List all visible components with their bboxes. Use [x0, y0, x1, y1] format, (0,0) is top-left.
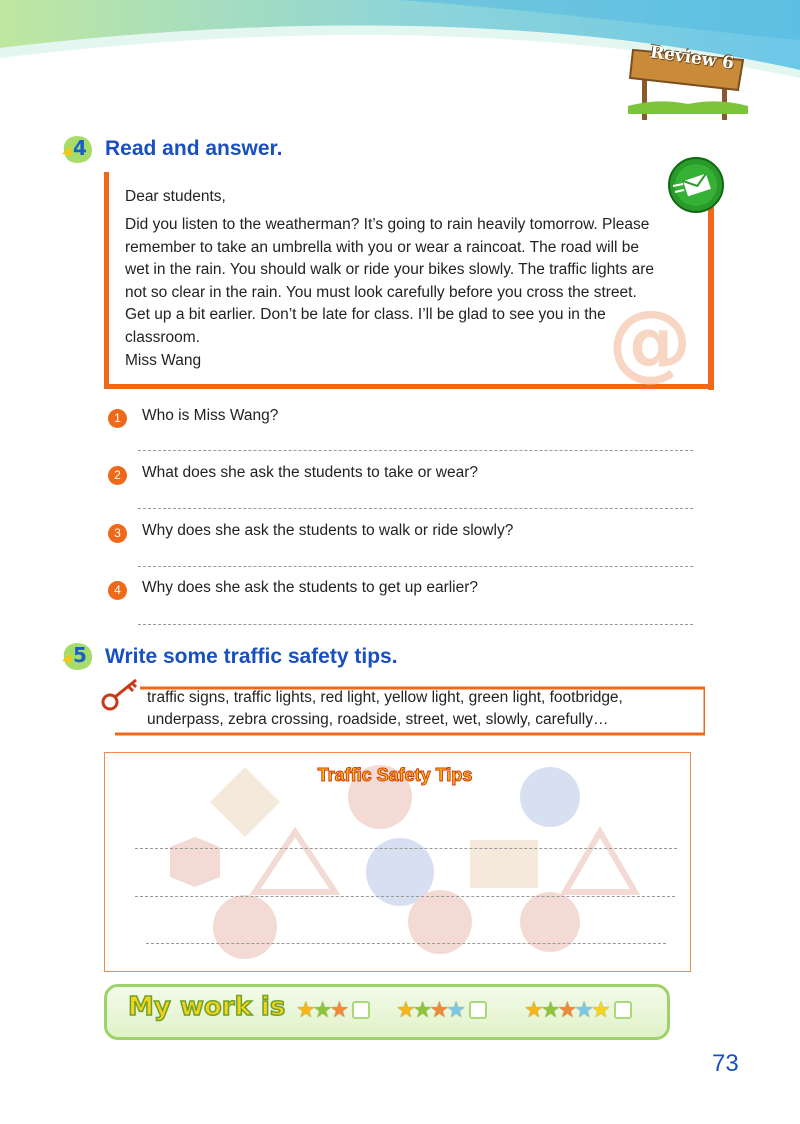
- word-bank-line: traffic signs, traffic lights, red light, yellow light, green light, footbridge,: [147, 689, 623, 706]
- letter-line: Did you listen to the weatherman? It’s going to rain heavily tomorrow. Please: [125, 216, 650, 233]
- letter-line: remember to take an umbrella with you or wear a raincoat. The road will be: [125, 238, 640, 256]
- answer-line-3[interactable]: [138, 566, 693, 567]
- star-icon: ★: [446, 997, 466, 1022]
- section-5-title: Write some traffic safety tips.: [105, 645, 398, 668]
- letter-line: Get up a bit earlier. Don’t be late for class. I’ll be glad to see you in the: [125, 306, 606, 323]
- letter-greeting: Dear students,: [125, 188, 226, 205]
- rating-option-4-stars: [396, 999, 487, 1021]
- word-bank: [147, 687, 707, 731]
- section-4-number: 4: [73, 136, 87, 160]
- star-icon: ★: [412, 997, 433, 1022]
- svg-text:@: @: [608, 300, 692, 385]
- tips-line-2[interactable]: [135, 896, 675, 897]
- rating-option-3-stars: [296, 999, 370, 1021]
- star-icon: ★: [540, 997, 561, 1022]
- question-1-number: 1: [108, 409, 127, 428]
- star-icon: ★: [557, 997, 578, 1022]
- star-icon: ★: [396, 997, 416, 1022]
- section-5-number: 5: [73, 643, 87, 667]
- question-2-number: 2: [108, 466, 127, 485]
- tips-line-3[interactable]: [146, 943, 666, 944]
- star-icon: ★: [312, 997, 333, 1022]
- letter-signature: Miss Wang: [125, 352, 202, 369]
- question-2-text: What does she ask the students to take or wear?: [142, 464, 479, 481]
- star-icon: ★: [329, 997, 350, 1022]
- star-icon: ★: [429, 997, 450, 1022]
- rating-checkbox[interactable]: [352, 1001, 370, 1019]
- letter-line: wet in the rain. You should walk or ride your bikes slowly. The traffic lights are: [125, 261, 654, 278]
- rating-option-5-stars: [524, 999, 632, 1021]
- letter-left-border: [104, 172, 109, 384]
- answer-line-2[interactable]: [138, 508, 693, 509]
- rating-checkbox[interactable]: [614, 1001, 632, 1019]
- answer-line-4[interactable]: [138, 624, 693, 625]
- letter-body: [125, 214, 715, 349]
- page-number: 73: [712, 1050, 739, 1077]
- word-bank-line: underpass, zebra crossing, roadside, street, wet, slowly, carefully…: [147, 711, 609, 728]
- rating-checkbox[interactable]: [469, 1001, 487, 1019]
- question-1-text: Who is Miss Wang?: [142, 407, 279, 424]
- letter-line: classroom.: [125, 328, 200, 346]
- review-badge: Review 6: [648, 42, 736, 74]
- tips-box-title: Traffic Safety Tips: [317, 765, 473, 785]
- star-icon: ★: [296, 997, 316, 1022]
- star-ratings: [296, 999, 656, 1023]
- section-4-title: Read and answer.: [105, 137, 283, 160]
- letter-line: not so clear in the rain. You must look carefully before you cross the street.: [125, 283, 637, 301]
- question-4-number: 4: [108, 581, 127, 600]
- star-icon: ★: [574, 997, 594, 1022]
- self-assessment-label: My work is: [128, 992, 286, 1022]
- question-4-text: Why does she ask the students to get up earlier?: [142, 579, 479, 596]
- star-icon: ★: [590, 997, 611, 1022]
- answer-line-1[interactable]: [138, 450, 693, 451]
- question-3-text: Why does she ask the students to walk or ride slowly?: [142, 522, 514, 539]
- star-icon: ★: [524, 997, 544, 1022]
- traffic-signs-watermark: [150, 762, 650, 968]
- tips-line-1[interactable]: [135, 848, 677, 849]
- mail-icon: [665, 156, 727, 214]
- question-3-number: 3: [108, 524, 127, 543]
